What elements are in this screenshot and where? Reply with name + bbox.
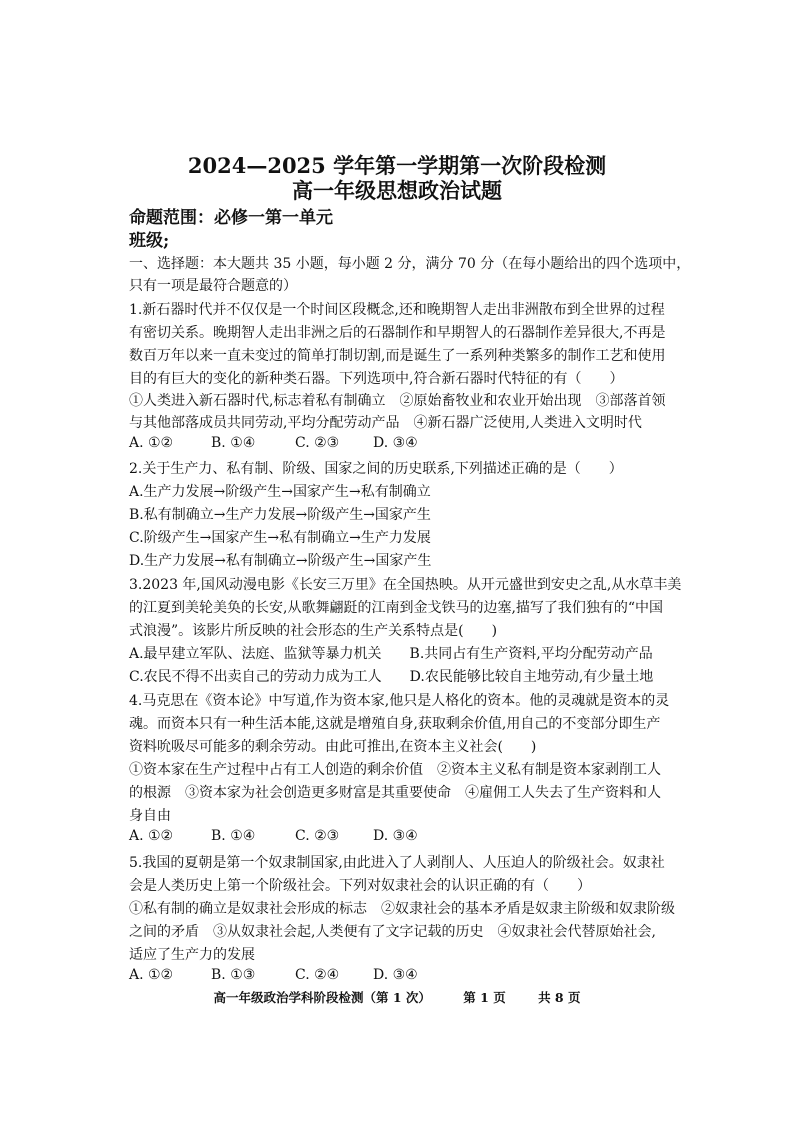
option-d: D. ③④ [373, 967, 418, 983]
question-5-statement: 之间的矛盾 ③从奴隶社会起,人类便有了文字记载的历史 ④奴隶社会代替原始社会, [129, 924, 656, 940]
question-2-option: D.生产力发展→私有制确立→阶级产生→国家产生 [129, 553, 432, 569]
question-3-text: 式浪漫”。该影片所反映的社会形态的生产关系特点是( ) [129, 623, 498, 639]
question-3-text: 3.2023 年,国风动漫电影《长安三万里》在全国热映。从开元盛世到安史之乱,从水草丰美 [129, 577, 682, 593]
footer-page-number: 第 1 页 [463, 990, 506, 1005]
exam-subtitle: 高一年级思想政治试题 [292, 178, 502, 203]
question-1-statement: ①人类进入新石器时代,标志着私有制确立 ②原始畜牧业和农业开始出现 ③部落首领 [129, 393, 666, 409]
question-1-text: 数百万年以来一直未变过的简单打制切割,而是诞生了一系列种类繁多的制作工艺和使用 [129, 348, 666, 364]
question-3-text: 的江夏到美轮美奂的长安,从歌舞翩跹的江南到金戈铁马的边塞,描写了我们独有的“中国 [129, 600, 664, 616]
question-5-statement: ①私有制的确立是奴隶社会形成的标志 ②奴隶社会的基本矛盾是奴隶主阶级和奴隶阶级 [129, 901, 675, 917]
question-4-statement: 的根源 ③资本家为社会创造更多财富是其重要使命 ④雇佣工人失去了生产资料和人 [129, 785, 661, 801]
option-b: B. ①④ [211, 435, 256, 451]
question-5-text: 会是人类历史上第一个阶级社会。下列对奴隶社会的认识正确的有（ ） [129, 878, 591, 894]
footer-total-pages: 共 8 页 [538, 990, 581, 1005]
section-heading: 一、选择题：本大题共 35 小题，每小题 2 分，满分 70 分（在每小题给出的四个选项中， [129, 256, 691, 272]
question-5-text: 5.我国的夏朝是第一个奴隶制国家,由此进入了人剥削人、人压迫人的阶级社会。奴隶社 [129, 855, 665, 871]
option-c: C. ②③ [295, 435, 340, 451]
question-2-option: B.私有制确立→生产力发展→阶级产生→国家产生 [129, 507, 431, 523]
question-1-text: 1.新石器时代并不仅仅是一个时间区段概念,还和晚期智人走出非洲散布到全世界的过程 [129, 302, 665, 318]
option-b: B. ①③ [211, 967, 256, 983]
section-heading: 只有一项是最符合题意的） [129, 278, 297, 294]
question-2-text: 2.关于生产力、私有制、阶级、国家之间的历史联系,下列描述正确的是（ ） [129, 461, 623, 477]
option-c: C. ②④ [295, 967, 340, 983]
question-1-text: 目的有巨大的变化的新种类石器。下列选项中,符合新石器时代特征的有（ ） [129, 371, 624, 387]
question-3-option: A.最早建立军队、法庭、监狱等暴力机关 B.共同占有生产资料,平均分配劳动产品 [129, 646, 653, 662]
question-5-statement: 适应了生产力的发展 [129, 947, 255, 963]
question-4-statement: 身自由 [129, 808, 171, 824]
question-1-options [129, 435, 418, 451]
exam-title: 2024—2025 学年第一学期第一次阶段检测 [187, 153, 607, 178]
option-d: D. ③④ [373, 828, 418, 844]
option-b: B. ①④ [211, 828, 256, 844]
question-4-text: 魂。而资本只有一种生活本能,这就是增殖自身,获取剩余价值,用自己的不变部分即生产 [129, 716, 661, 732]
question-5-options [129, 967, 418, 983]
class-label: 班级; [129, 231, 170, 251]
question-4-options [129, 828, 418, 844]
exam-scope: 命题范围：必修一第一单元 [129, 208, 333, 228]
question-1-statement: 与其他部落成员共同劳动,平均分配劳动产品 ④新石器广泛使用,人类进入文明时代 [129, 415, 642, 431]
option-d: D. ③④ [373, 435, 418, 451]
question-4-text: 资料吮吸尽可能多的剩余劳动。由此可推出,在资本主义社会( ) [129, 739, 537, 755]
question-4-statement: ①资本家在生产过程中占有工人创造的剩余价值 ②资本主义私有制是资本家剥削工人 [129, 762, 661, 778]
question-1-text: 有密切关系。晚期智人走出非洲之后的石器制作和早期智人的石器制作差异很大,不再是 [129, 325, 666, 341]
question-3-option: C.农民不得不出卖自己的劳动力成为工人 D.农民能够比较自主地劳动,有少量土地 [129, 669, 654, 685]
question-2-option: A.生产力发展→阶级产生→国家产生→私有制确立 [129, 484, 431, 500]
option-a: A. ①② [129, 967, 174, 983]
page-footer [0, 988, 794, 1006]
question-2-option: C.阶级产生→国家产生→私有制确立→生产力发展 [129, 530, 431, 546]
option-a: A. ①② [129, 828, 174, 844]
option-a: A. ①② [129, 435, 174, 451]
option-c: C. ②③ [295, 828, 340, 844]
footer-exam-name: 高一年级政治学科阶段检测（第 1 次） [213, 990, 431, 1005]
question-4-text: 4.马克思在《资本论》中写道,作为资本家,他只是人格化的资本。他的灵魂就是资本的灵 [129, 693, 670, 709]
